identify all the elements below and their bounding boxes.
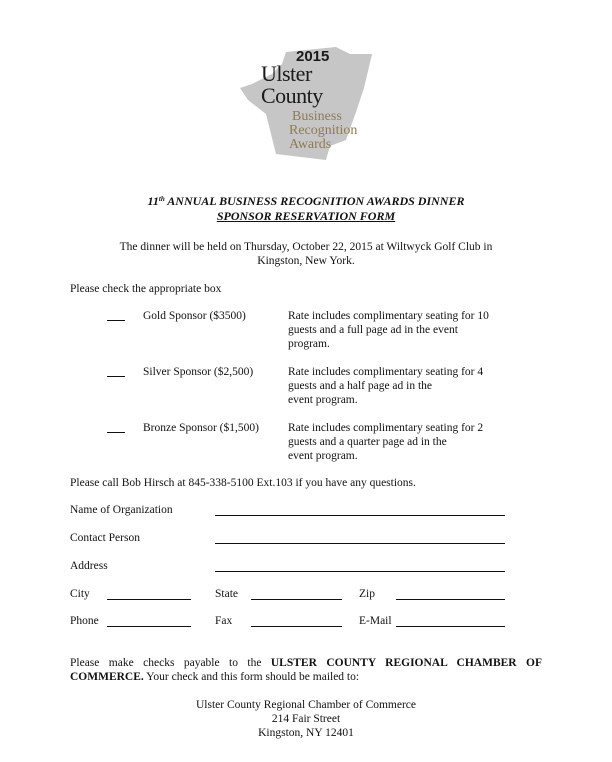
gold-sponsor-desc-2: guests and a full page ad in the event xyxy=(288,324,458,336)
address-label: Address xyxy=(70,560,108,572)
city-field[interactable] xyxy=(107,599,191,600)
gold-sponsor-label: Gold Sponsor ($3500) xyxy=(143,310,246,322)
title-line1-text: ANNUAL BUSINESS RECOGNITION AWARDS DINNER xyxy=(164,194,465,208)
silver-sponsor-checkbox[interactable] xyxy=(107,376,125,377)
mailing-street: 214 Fair Street xyxy=(271,713,341,725)
payment-prefix: Please make checks payable to the xyxy=(70,657,271,669)
address-field[interactable] xyxy=(215,571,505,572)
form-title-line2: SPONSOR RESERVATION FORM xyxy=(216,209,396,223)
payment-suffix: Your check and this form should be mailed to: xyxy=(143,671,360,683)
organization-label: Name of Organization xyxy=(70,504,173,516)
bronze-sponsor-desc-2: guests and a quarter page ad in the xyxy=(288,436,447,448)
contact-person-label: Contact Person xyxy=(70,532,140,544)
contact-note: Please call Bob Hirsch at 845-338-5100 Ext.103 if you have any questions. xyxy=(70,477,416,489)
bronze-sponsor-label: Bronze Sponsor ($1,500) xyxy=(143,422,259,434)
payment-payee-1: ULSTER COUNTY REGIONAL CHAMBER OF xyxy=(270,657,543,669)
form-title-line1 xyxy=(0,194,612,208)
contact-person-field[interactable] xyxy=(215,543,505,544)
logo-year: 2015 xyxy=(296,48,330,65)
payment-payee-2: COMMERCE. xyxy=(70,671,144,683)
intro-line2: Kingston, New York. xyxy=(257,255,355,267)
zip-label: Zip xyxy=(359,588,375,600)
state-label: State xyxy=(215,588,238,600)
gold-sponsor-desc-1: Rate includes complimentary seating for 10 xyxy=(288,310,489,322)
phone-field[interactable] xyxy=(107,626,191,627)
logo-business-text: Business xyxy=(292,109,342,124)
silver-sponsor-label: Silver Sponsor ($2,500) xyxy=(143,366,254,378)
zip-field[interactable] xyxy=(396,599,505,600)
email-field[interactable] xyxy=(396,626,505,627)
bronze-sponsor-desc-1: Rate includes complimentary seating for 2 xyxy=(288,422,484,434)
fax-field[interactable] xyxy=(251,626,342,627)
silver-sponsor-desc-2: guests and a half page ad in the xyxy=(288,380,433,392)
state-field[interactable] xyxy=(251,599,342,600)
logo-awards-text: Awards xyxy=(289,137,332,152)
bronze-sponsor-checkbox[interactable] xyxy=(107,432,125,433)
mailing-name: Ulster County Regional Chamber of Commerce xyxy=(195,699,417,711)
title-ordinal: 11 xyxy=(147,194,159,208)
gold-sponsor-desc-3: program. xyxy=(288,338,330,350)
bronze-sponsor-desc-3: event program. xyxy=(288,450,358,462)
logo-recognition-text: Recognition xyxy=(289,123,358,138)
city-label: City xyxy=(70,588,90,600)
mailing-city: Kingston, NY 12401 xyxy=(258,727,354,739)
email-label: E-Mail xyxy=(359,615,392,627)
intro-line1: The dinner will be held on Thursday, October 22, 2015 at Wiltwyck Golf Club in xyxy=(119,241,493,253)
logo-county-text: County xyxy=(261,83,323,108)
phone-label: Phone xyxy=(70,615,99,627)
organization-field[interactable] xyxy=(215,515,505,516)
instruction-text: Please check the appropriate box xyxy=(70,283,222,295)
silver-sponsor-desc-1: Rate includes complimentary seating for 4 xyxy=(288,366,484,378)
silver-sponsor-desc-3: event program. xyxy=(288,394,358,406)
fax-label: Fax xyxy=(215,615,233,627)
gold-sponsor-checkbox[interactable] xyxy=(107,320,125,321)
payment-line1 xyxy=(70,656,542,670)
payment-line2 xyxy=(70,670,359,684)
logo-ulster-text: Ulster xyxy=(261,61,312,86)
title-ordinal-suffix: th xyxy=(158,195,165,203)
